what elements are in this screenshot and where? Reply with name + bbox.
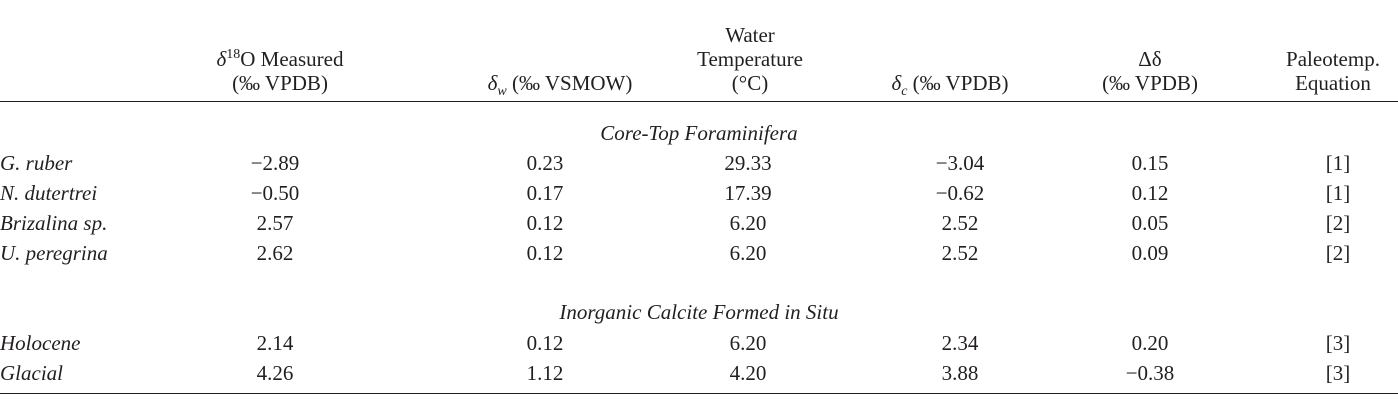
cell-species: Glacial [0,361,63,385]
cell-dc: −3.04 [935,151,985,175]
cell-equation: [1] [1325,151,1351,175]
cell-species: Brizalina sp. [0,211,108,235]
header-dc-text: (‰ VPDB) [907,71,1009,95]
cell-d18o: 2.57 [256,211,294,235]
cell-d18o: 2.62 [256,241,294,265]
header-dw-sub: w [497,84,507,100]
cell-dw: 1.12 [526,361,564,385]
header-ddelta-line2: (‰ VPDB) [1102,71,1198,95]
cell-temp: 6.20 [729,241,767,265]
cell-dc: 2.52 [941,211,979,235]
header-dw [460,71,660,100]
header-delta-delta [1080,47,1220,95]
cell-dc: 2.34 [941,331,979,355]
header-eq-line2: Equation [1295,71,1371,95]
header-d18o-measured [190,47,370,95]
cell-equation: [2] [1325,241,1351,265]
table-row [0,328,1398,358]
cell-equation: [3] [1325,331,1351,355]
header-ddelta-line1: Δδ [1138,47,1162,71]
cell-species: Holocene [0,331,81,355]
cell-species: N. dutertrei [0,181,98,205]
cell-temp: 29.33 [724,151,772,175]
cell-temp: 4.20 [729,361,767,385]
header-eq-line1: Paleotemp. [1286,47,1380,71]
bottom-rule [0,393,1398,394]
cell-temp: 6.20 [729,211,767,235]
table-row [0,178,1398,208]
cell-dw: 0.12 [526,331,564,355]
header-dc-symbol: δ [891,71,902,95]
table-header [0,0,1398,102]
cell-dw: 0.12 [526,241,564,265]
header-temp-line3: (°C) [731,71,769,95]
header-temp-line2: Temperature [697,47,803,71]
cell-ddelta: 0.12 [1131,181,1169,205]
cell-dc: −0.62 [935,181,985,205]
header-d18o-unit: (‰ VPDB) [232,71,328,95]
cell-temp: 17.39 [724,181,772,205]
cell-ddelta: −0.38 [1125,361,1175,385]
header-temp-line1: Water [725,23,775,47]
table-row [0,238,1398,268]
header-dw-symbol: δ [487,71,498,95]
cell-dw: 0.12 [526,211,564,235]
cell-temp: 6.20 [729,331,767,355]
cell-dc: 2.52 [941,241,979,265]
header-dc [860,71,1040,100]
cell-species: G. ruber [0,151,73,175]
header-d18o-sup: 18 [226,47,241,62]
header-d18o-symbol: δ [216,47,227,71]
cell-equation: [3] [1325,361,1351,385]
header-d18o-text: O Measured [240,47,344,71]
header-dc-sub: c [901,84,908,100]
cell-species: U. peregrina [0,241,108,265]
section-title: Inorganic Calcite Formed in Situ [559,300,839,324]
cell-d18o: −0.50 [250,181,300,205]
cell-equation: [2] [1325,211,1351,235]
cell-d18o: 2.14 [256,331,294,355]
table-row [0,148,1398,178]
cell-equation: [1] [1325,181,1351,205]
table-row [0,358,1398,388]
cell-dw: 0.17 [526,181,564,205]
cell-ddelta: 0.20 [1131,331,1169,355]
cell-ddelta: 0.09 [1131,241,1169,265]
header-water-temperature [670,23,830,95]
table-row [0,208,1398,238]
cell-d18o: 4.26 [256,361,294,385]
header-paleotemp-equation [1268,47,1398,95]
header-dw-text: (‰ VSMOW) [506,71,633,95]
cell-ddelta: 0.15 [1131,151,1169,175]
section-title: Core-Top Foraminifera [600,121,798,145]
cell-dw: 0.23 [526,151,564,175]
cell-dc: 3.88 [941,361,979,385]
cell-ddelta: 0.05 [1131,211,1169,235]
cell-d18o: −2.89 [250,151,300,175]
